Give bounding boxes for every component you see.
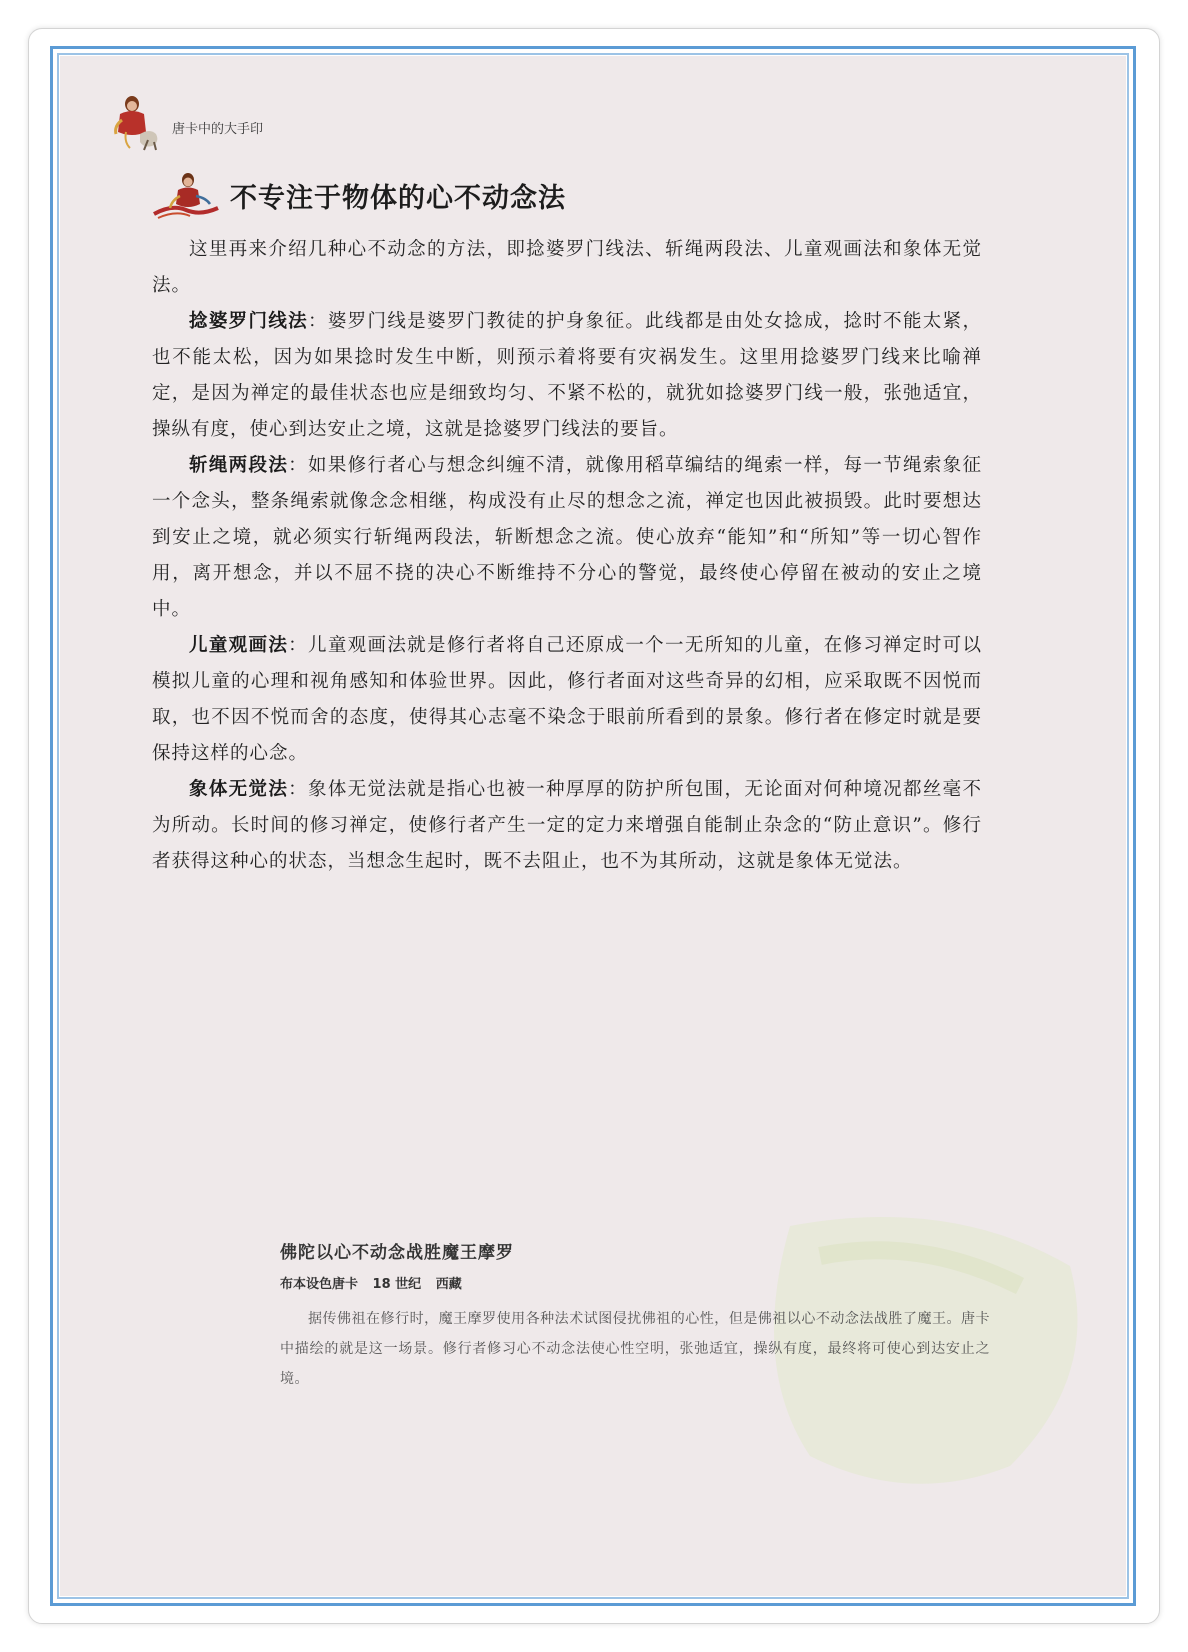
running-title: 唐卡中的大手印: [172, 121, 264, 137]
caption-period: 18 世纪: [372, 1277, 422, 1292]
running-header: [108, 86, 263, 156]
caption-meta: [280, 1273, 990, 1292]
intro-paragraph: 这里再来介绍几种心不动念的方法，即捻婆罗门线法、斩绳两段法、儿童观画法和象体无觉法。: [152, 239, 982, 296]
method-paragraph-elephant-body: [152, 772, 982, 880]
method-text: ：婆罗门线是婆罗门教徒的护身象征。此线都是由处女捻成，捻时不能太紧，也不能太松，因为如果捻时发生中断，则预示着将要有灾祸发生。这里用捻婆罗门线来比喻禅定，是因为禅定的最佳状态也应是细致均匀、不紧不松的，就犹如捻婆罗门线一般，张弛适宜，操纵有度，使心到达安止之境，这就是捻婆罗门线法的要旨。: [152, 311, 982, 440]
method-text: ：如果修行者心与想念纠缠不清，就像用稻草编结的绳索一样，每一节绳索象征一个念头，整条绳索就像念念相继，构成没有止尽的想念之流，禅定也因此被损毁。此时要想达到安止之境，就必须实行斩绳两段法，斩断想念之流。使心放弃“能知”和“所知”等一切心智作用，离开想念，并以不屈不挠的决心不断维持不分心的警觉，最终使心停留在被动的安止之境中。: [152, 455, 982, 620]
method-paragraph-child-view: [152, 628, 982, 772]
thangka-emblem-icon: [152, 170, 220, 220]
method-term: 斩绳两段法: [189, 455, 289, 476]
scanned-page: [60, 56, 1126, 1596]
method-paragraph-cut-rope: [152, 448, 982, 628]
method-paragraph-brahmin-thread: [152, 304, 982, 448]
method-term: 象体无觉法: [189, 779, 289, 800]
section-heading: [152, 170, 566, 220]
method-text: ：象体无觉法就是指心也被一种厚厚的防护所包围，无论面对何种境况都丝毫不为所动。长时间的修习禅定，使修行者产生一定的定力来增强自能制止杂念的“防止意识”。修行者获得这种心的状态，当想念生起时，既不去阻止，也不为其所动，这就是象体无觉法。: [152, 779, 982, 872]
body-text: [152, 232, 982, 880]
method-term: 捻婆罗门线法: [189, 311, 308, 332]
method-text: ：儿童观画法就是修行者将自己还原成一个一无所知的儿童，在修习禅定时可以模拟儿童的心理和视角感知和体验世界。因此，修行者面对这些奇异的幻相，应采取既不因悦而取，也不因不悦而舍的态度，使得其心志毫不染念于眼前所看到的景象。修行者在修定时就是要保持这样的心念。: [152, 635, 982, 764]
thangka-figure-icon: [108, 90, 168, 152]
caption-region: 西藏: [435, 1277, 462, 1292]
image-caption: [280, 1238, 990, 1394]
caption-description: 据传佛祖在修行时，魔王摩罗使用各种法术试图侵扰佛祖的心性，但是佛祖以心不动念法战胜了魔王。唐卡中描绘的就是这一场景。修行者修习心不动念法使心性空明，张弛适宜，操纵有度，最终将可使心到达安止之境。: [280, 1311, 990, 1387]
caption-material: 布本设色唐卡: [280, 1277, 359, 1292]
caption-title: 佛陀以心不动念战胜魔王摩罗: [280, 1243, 514, 1263]
section-title: 不专注于物体的心不动念法: [230, 182, 566, 214]
method-term: 儿童观画法: [189, 635, 289, 656]
